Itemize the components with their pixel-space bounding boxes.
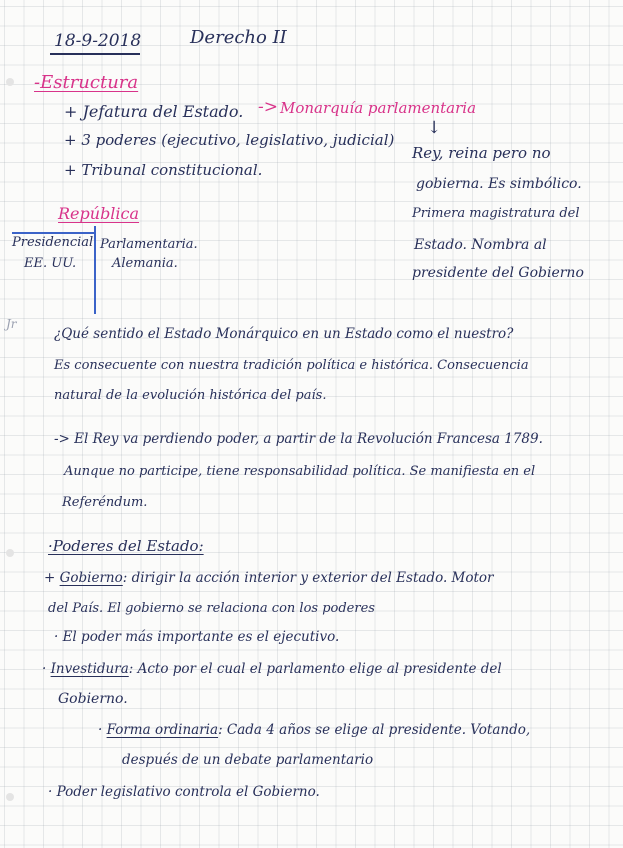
bullet-ejecutivo: · El poder más importante es el ejecutivo. [54, 629, 340, 645]
forma-line: · Forma ordinaria: Cada 4 años se elige al presidente. Votando, [98, 722, 531, 738]
gobierno-line: + Gobierno: dirigir la acción interior y exterior del Estado. Motor [44, 570, 494, 586]
rey-line: Aunque no participe, tiene responsabilidad política. Se manifiesta en el [64, 464, 536, 479]
republica-left: Presidencial [12, 235, 94, 250]
question-line: Es consecuente con nuestra tradición política e histórica. Consecuencia [54, 358, 529, 373]
investidura-line-2: Gobierno. [58, 691, 128, 707]
gobierno-text: : dirigir la acción interior y exterior del Estado. Motor [122, 570, 494, 586]
down-arrow: ↓ [427, 118, 442, 138]
date: 18-9-2018 [54, 31, 142, 51]
estructura-item: + Jefatura del Estado. [64, 102, 244, 121]
rey-line: Referéndum. [62, 495, 148, 510]
arrow: -> [258, 97, 278, 117]
binder-hole [6, 793, 14, 801]
rey-note-line: presidente del Gobierno [412, 265, 584, 281]
rey-note-line: Estado. Nombra al [414, 237, 547, 253]
binder-hole [6, 78, 14, 86]
republica-left: EE. UU. [24, 256, 77, 271]
question-line: natural de la evolución histórica del país. [54, 388, 327, 403]
republica-divider [94, 226, 96, 314]
question-line: ¿Qué sentido el Estado Monárquico en un Estado como el nuestro? [54, 326, 514, 342]
rey-line: -> El Rey va perdiendo poder, a partir de la Revolución Francesa 1789. [54, 431, 543, 447]
estructura-item: + 3 poderes (ejecutivo, legislativo, judicial) [64, 131, 395, 149]
estructura-title: -Estructura [34, 72, 139, 93]
gobierno-line-2: del País. El gobierno se relaciona con los poderes [48, 601, 375, 616]
investidura-line: · Investidura: Acto por el cual el parlamento elige al presidente del [42, 661, 502, 677]
republica-right: Alemania. [112, 256, 178, 271]
investidura-text: : Acto por el cual el parlamento elige al presidente del [128, 661, 502, 677]
binder-hole [6, 549, 14, 557]
forma-text: : Cada 4 años se elige al presidente. Votando, [218, 722, 531, 738]
subject: Derecho II [190, 27, 287, 48]
poderes-title: ·Poderes del Estado: [48, 537, 204, 555]
forma-label: Forma ordinaria [106, 722, 219, 738]
rey-note-line: Primera magistratura del [412, 206, 580, 221]
republica-right: Parlamentaria. [100, 237, 198, 252]
gobierno-label: Gobierno [59, 570, 123, 586]
estructura-item: + Tribunal constitucional. [64, 161, 263, 179]
rey-note-line: Rey, reina pero no [412, 144, 551, 162]
legislativo-line: · Poder legislativo controla el Gobierno. [48, 784, 320, 800]
date-underline [50, 53, 140, 55]
monarquia-label: Monarquía parlamentaria [280, 99, 477, 117]
republica-title: República [58, 204, 140, 223]
margin-mark: Jr [6, 317, 17, 331]
forma-line-2: después de un debate parlamentario [122, 752, 374, 768]
rey-note-line: gobierna. Es simbólico. [416, 176, 582, 192]
republica-divider [12, 232, 94, 234]
investidura-label: Investidura [50, 661, 129, 677]
